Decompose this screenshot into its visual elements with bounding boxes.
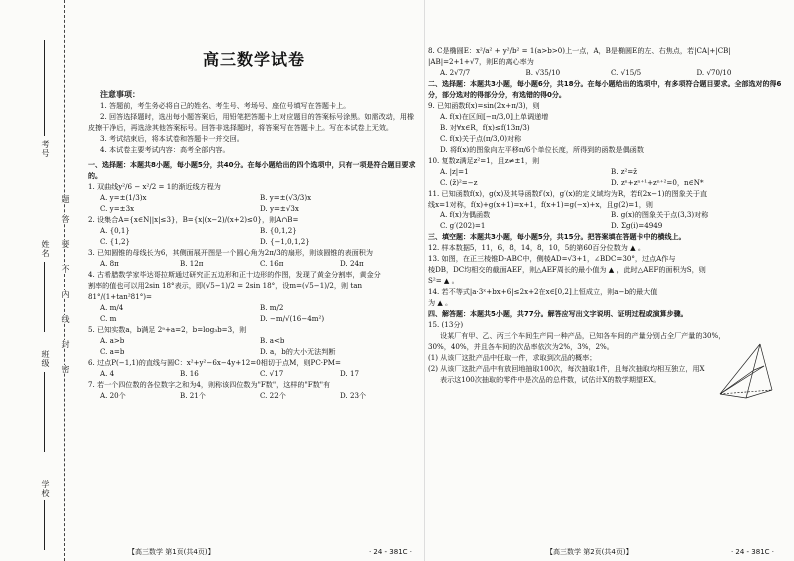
option: D. y=±√3x (260, 203, 299, 213)
question-15-part-2-cont: 表示这100次抽取的零件中是次品的总件数，试估计X的数学期望EX。 (440, 374, 661, 384)
option: A. 8π (100, 258, 119, 268)
option: D. 24π (340, 258, 364, 268)
option: B. a<b (260, 335, 285, 345)
school-label: 学校 (41, 480, 50, 498)
notice-item: 1. 答题前，考生务必将自己的姓名、考生号、考场号、座位号填写在答题卡上。 (100, 101, 351, 111)
notice-item: 4. 本试卷主要考试内容：高考全部内容。 (100, 145, 230, 155)
section-heading: 一、选择题：本题共8小题，每小题5分，共40分。在每小题给出的四个选项中，只有一项是符合题目要求的。 (88, 161, 416, 180)
exam-no-label: 考号 (41, 140, 50, 158)
options-3 (88, 259, 420, 270)
question-15-text: 设某厂有甲、乙、丙三个车间生产同一种产品，已知各车间的产量分别占全厂产量的30%， (440, 331, 726, 341)
option: A. m/4 (100, 302, 124, 312)
seal-char: 答 (61, 215, 70, 223)
seal-char: 不 (61, 265, 70, 273)
option: B. {0,1,2} (260, 225, 297, 235)
exam-no-line (44, 40, 45, 136)
seal-char: 内 (61, 290, 70, 298)
options-6 (88, 369, 420, 380)
option: A. 4 (100, 368, 115, 378)
options-11 (428, 210, 782, 232)
option: C. (z̄)²=−z (440, 177, 478, 187)
question-7: 7. 若一个四位数的各位数字之和为4，则称该四位数为"F数"，这样的"F数"有 (88, 379, 331, 389)
options-10 (428, 167, 782, 189)
option: C. a=b (100, 346, 125, 356)
question-15-part-1: (1) 从该厂这批产品中任取一件，求取到次品的概率； (428, 353, 597, 362)
school-line (44, 500, 45, 550)
question-8: 8. C是椭圆E：x²/a² + y²/b² = 1(a>b>0)上一点，A，B是椭圆E的左、右焦点，若|CA|+|CB| (428, 46, 731, 55)
option: C. m (100, 313, 117, 323)
option: A. 2√7/7 (440, 67, 471, 77)
page-divider (424, 0, 425, 561)
question-10: 10. 复数z满足z²=1，且z≠±1，则 (428, 155, 540, 165)
options-1 (88, 193, 420, 215)
question-11-cont: 线x=1对称，f(x)+g(x+1)=x+1，f(x+1)=g(−x)+x，且g(2)=1，则 (428, 199, 653, 209)
option: B. 对∀x∈R，f(x)≤f(13π/3) (440, 122, 530, 132)
option: B. m/2 (260, 302, 284, 312)
option: C. {1,2} (100, 236, 130, 246)
option: D. zⁿ+zⁿ⁺¹+zⁿ⁺²=0，n∈N* (611, 177, 704, 187)
notice-heading: 注意事项： (100, 89, 140, 99)
options-4 (88, 303, 420, 325)
question-13-cont: 棱DB，DC均相交的截面AEF，则△AEF周长的最小值为 ▲ ，此时△AEF的面积为S，则S²= ▲ 。 (428, 265, 706, 286)
seal-char: 题 (61, 195, 70, 203)
question-12: 12. 样本数据5，11，6，8，14，8，10，5的第60百分位数为 ▲ 。 (428, 243, 645, 253)
left-page (88, 0, 420, 561)
question-11: 11. 已知函数f(x)，g(x)及其导函数f′(x)，g′(x)的定义域均为R，若f(2x−1)的图象关于直 (428, 188, 708, 198)
option: D. 17 (340, 368, 359, 378)
seal-line (64, 0, 65, 561)
option: A. {0,1} (100, 225, 130, 235)
option: C. y=±3x (100, 203, 135, 213)
question-9: 9. 已知函数f(x)=sin(2x+π/3)，则 (428, 100, 540, 110)
footer-code: · 24 - 381C · (368, 548, 412, 556)
section-heading: 二、选择题：本题共3小题，每小题6分，共18分。在每小题给出的选项中，有多项符合题目要求。全部选对的得6分，部分选对的得部分分，有选错的得0分。 (428, 79, 782, 99)
question-2: 2. 设集合A={x∈N||x|≤3}，B={x|(x−2)/(x+2)≤0}，则A∩B= (88, 214, 299, 224)
question-5: 5. 已知实数a，b满足 2ᵃ+a=2，b=log₃b=3，则 (88, 324, 247, 334)
option: A. 20个 (100, 390, 126, 400)
question-1: 1. 双曲线y²/6 − x²/2 = 1的渐近线方程为 (88, 181, 221, 191)
footer-code: · 24 - 381C · (730, 548, 774, 556)
question-3: 3. 已知圆锥的母线长为6，其侧面展开图是一个圆心角为2π/3的扇形，则该圆锥的表面积为 (88, 247, 373, 257)
option: A. f(x)在区间[−π/3,0]上单调递增 (440, 111, 549, 121)
binding-strip (0, 0, 78, 561)
question-15-part-2: (2) 从该厂这批产品中有放回地抽取100次，每次抽取1件，且每次抽取均相互独立，用X (428, 363, 705, 373)
option: C. √15/5 (611, 67, 642, 77)
question-14-cont: 为 ▲ 。 (428, 298, 453, 308)
class-line (44, 372, 45, 452)
option: B. 21个 (180, 390, 206, 400)
options-7 (88, 391, 420, 402)
name-label: 姓名 (41, 240, 50, 258)
option: B. y=±(√3/3)x (260, 192, 312, 202)
options-2 (88, 226, 420, 248)
seal-char: 封 (61, 340, 70, 348)
option: B. √35/10 (525, 67, 561, 77)
option: C. √17 (260, 368, 284, 378)
option: C. 16π (260, 258, 284, 268)
option: A. f(x)为偶函数 (440, 210, 491, 220)
option: D. −m/√(16−4m²) (260, 313, 325, 323)
option: B. z²=z̄ (611, 166, 637, 176)
option: C. 22个 (260, 390, 286, 400)
option: D. √70/10 (696, 67, 732, 77)
option: B. 12π (180, 258, 204, 268)
notice-item: 3. 考试结束后，将本试卷和答题卡一并交回。 (100, 134, 244, 144)
question-14: 14. 若不等式|a·3ˣ+bx+6|≤2x+2在x∈[0,2]上恒成立，则a−b的最大值 (428, 287, 658, 297)
page-title: 高三数学试卷 (202, 50, 305, 69)
question-4: 4. 古希腊数学家毕达哥拉斯通过研究正五边形和正十边形的作图，发现了黄金分割率，黄金分 (88, 269, 381, 279)
right-page (428, 0, 782, 561)
seal-char: 线 (61, 315, 70, 323)
option: C. g′(202)=1 (440, 221, 486, 231)
question-8-cont: |AB|=2+1+√7，则E的离心率为 (428, 56, 534, 66)
section-heading: 四、解答题：本题共5小题，共77分。解答应写出文字说明、证明过程或演算步骤。 (428, 310, 688, 319)
footer-page-label: 【高三数学 第2页(共4页)】 (546, 548, 633, 556)
option: D. {−1,0,1,2} (260, 236, 310, 246)
name-line (44, 262, 45, 332)
question-13: 13. 如图，在正三棱锥D-ABC中，侧棱AD=√3+1，∠BDC=30°，过点A作与 (428, 254, 676, 264)
option: D. a，b的大小无法判断 (260, 346, 336, 356)
option: D. Σg(i)=4949 (611, 221, 663, 231)
option: D. 将f(x)的图象向左平移π/6个单位长度，所得到的函数是偶函数 (440, 144, 644, 154)
question-15-text: 30%，40%，并且各车间的次品率依次为2%，3%，2%。 (428, 342, 614, 352)
option: D. 23个 (340, 390, 367, 400)
seal-char: 密 (61, 365, 70, 373)
question-15: 15. (13分) (428, 320, 464, 330)
question-6: 6. 过点P(−1,1)的直线与圆C：x²+y²−6x−4y+12=0相切于点M，则PC·PM= (88, 357, 341, 367)
option: B. g(x)的图象关于点(3,3)对称 (611, 210, 709, 220)
seal-char: 要 (61, 240, 70, 248)
option: A. |z|=1 (440, 166, 469, 176)
section-heading: 三、填空题：本题共3小题，每小题5分，共15分。把答案填在答题卡中的横线上。 (428, 233, 686, 242)
option: A. a>b (100, 335, 125, 345)
notice-item: 2. 回答选择题时，选出每小题答案后，用铅笔把答题卡上对应题目的答案标号涂黑。如需改动，用橡皮擦干净后，再选涂其他答案标号。回答非选择题时，将答案写在答题卡上。写在本试卷上无效。 (88, 112, 415, 133)
question-4-cont: 割率的值也可以用2sin 18°表示，即(√5−1)/2 = 2sin 18°，设m=(√5−1)/2，则 tan 81°/(1+tan²81°)= (88, 280, 363, 301)
options-8 (428, 68, 782, 79)
option: B. 16 (180, 368, 199, 378)
tetrahedron-figure (716, 340, 776, 400)
options-5 (88, 336, 420, 358)
option: C. f(x)关于点(π/3,0)对称 (440, 133, 522, 143)
footer-page-label: 【高三数学 第1页(共4页)】 (128, 548, 215, 556)
class-label: 班级 (41, 350, 50, 368)
option: A. y=±(1/3)x (100, 192, 147, 202)
